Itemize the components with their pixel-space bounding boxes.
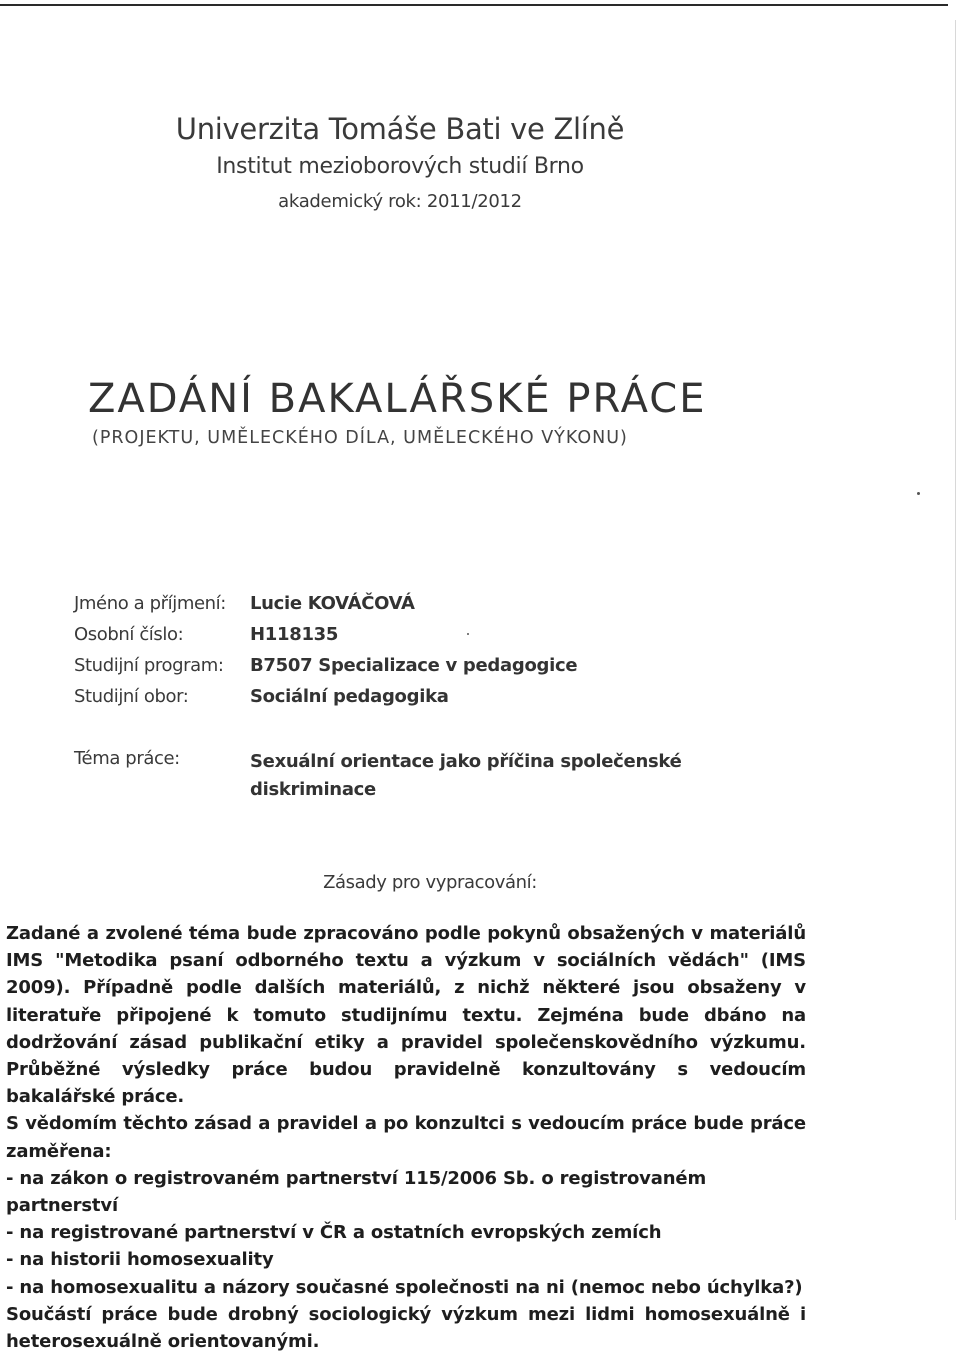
name-row: [74, 588, 577, 619]
topic-label: Téma práce:: [74, 748, 180, 769]
student-name: Lucie KOVÁČOVÁ: [250, 593, 415, 614]
scan-speck: [917, 492, 920, 495]
academic-year: akademický rok: 2011/2012: [278, 191, 522, 212]
id-label: Osobní číslo:: [74, 624, 184, 645]
list-item: - na homosexualitu a názory současné společnosti na ni (nemoc nebo úchylka?): [6, 1276, 803, 1298]
student-info: [74, 588, 577, 712]
student-id: H118135: [250, 624, 339, 645]
right-scan-edge: [955, 20, 956, 1220]
field-label: Studijní obor:: [74, 686, 189, 707]
document-title: ZADÁNÍ BAKALÁŘSKÉ PRÁCE: [88, 376, 707, 422]
program-row: [74, 650, 577, 681]
university-name: Univerzita Tomáše Bati ve Zlíně: [175, 112, 625, 146]
field-row: [74, 681, 577, 712]
list-item: - na zákon o registrovaném partnerství 115/2006 Sb. o registrovaném partnerství: [6, 1167, 707, 1217]
topic-value: Sexuální orientace jako příčina společenské diskriminace: [250, 751, 682, 800]
principles-heading: Zásady pro vypracování:: [323, 872, 537, 893]
principles-closing: Součástí práce bude drobný sociologický výzkum mezi lidmi homosexuálně i heterosexuálně orientovanými.: [6, 1303, 806, 1353]
document-subtitle: (PROJEKTU, UMĚLECKÉHO DÍLA, UMĚLECKÉHO VÝKONU): [92, 428, 628, 448]
top-scan-border: [0, 4, 948, 6]
principles-text: [6, 920, 806, 1355]
principles-paragraph-2: S vědomím těchto zásad a pravidel a po konzultci s vedoucím práce bude práce zaměřena:: [6, 1113, 806, 1162]
principles-paragraph-1: Zadané a zvolené téma bude zpracováno podle pokynů obsažených v materiálů IMS "Metodika psaní odborného textu a výzkum v sociálních vědách" (IMS 2009). Případně podle dalších materiálů, z nichž některé jsou obsaženy v literatuře připojené k tomuto studijnímu textu. Zejména bude dbáno na dodržování zásad publikační etiky a pravidel společenskovědního výzkumu. Průběžné výsledky práce budou pravidelně konzultovány s vedoucím bakalářské práce.: [6, 923, 806, 1108]
id-row: [74, 619, 577, 650]
list-item: - na registrované partnerství v ČR a ostatních evropských zemích: [6, 1222, 662, 1244]
name-label: Jméno a příjmení:: [74, 593, 226, 614]
study-field: Sociální pedagogika: [250, 686, 449, 707]
institute-name: Institut mezioborových studií Brno: [216, 154, 584, 179]
thesis-topic: [74, 748, 690, 804]
program-label: Studijní program:: [74, 655, 224, 676]
list-item: - na historii homosexuality: [6, 1249, 274, 1271]
study-program: B7507 Specializace v pedagogice: [250, 655, 578, 676]
